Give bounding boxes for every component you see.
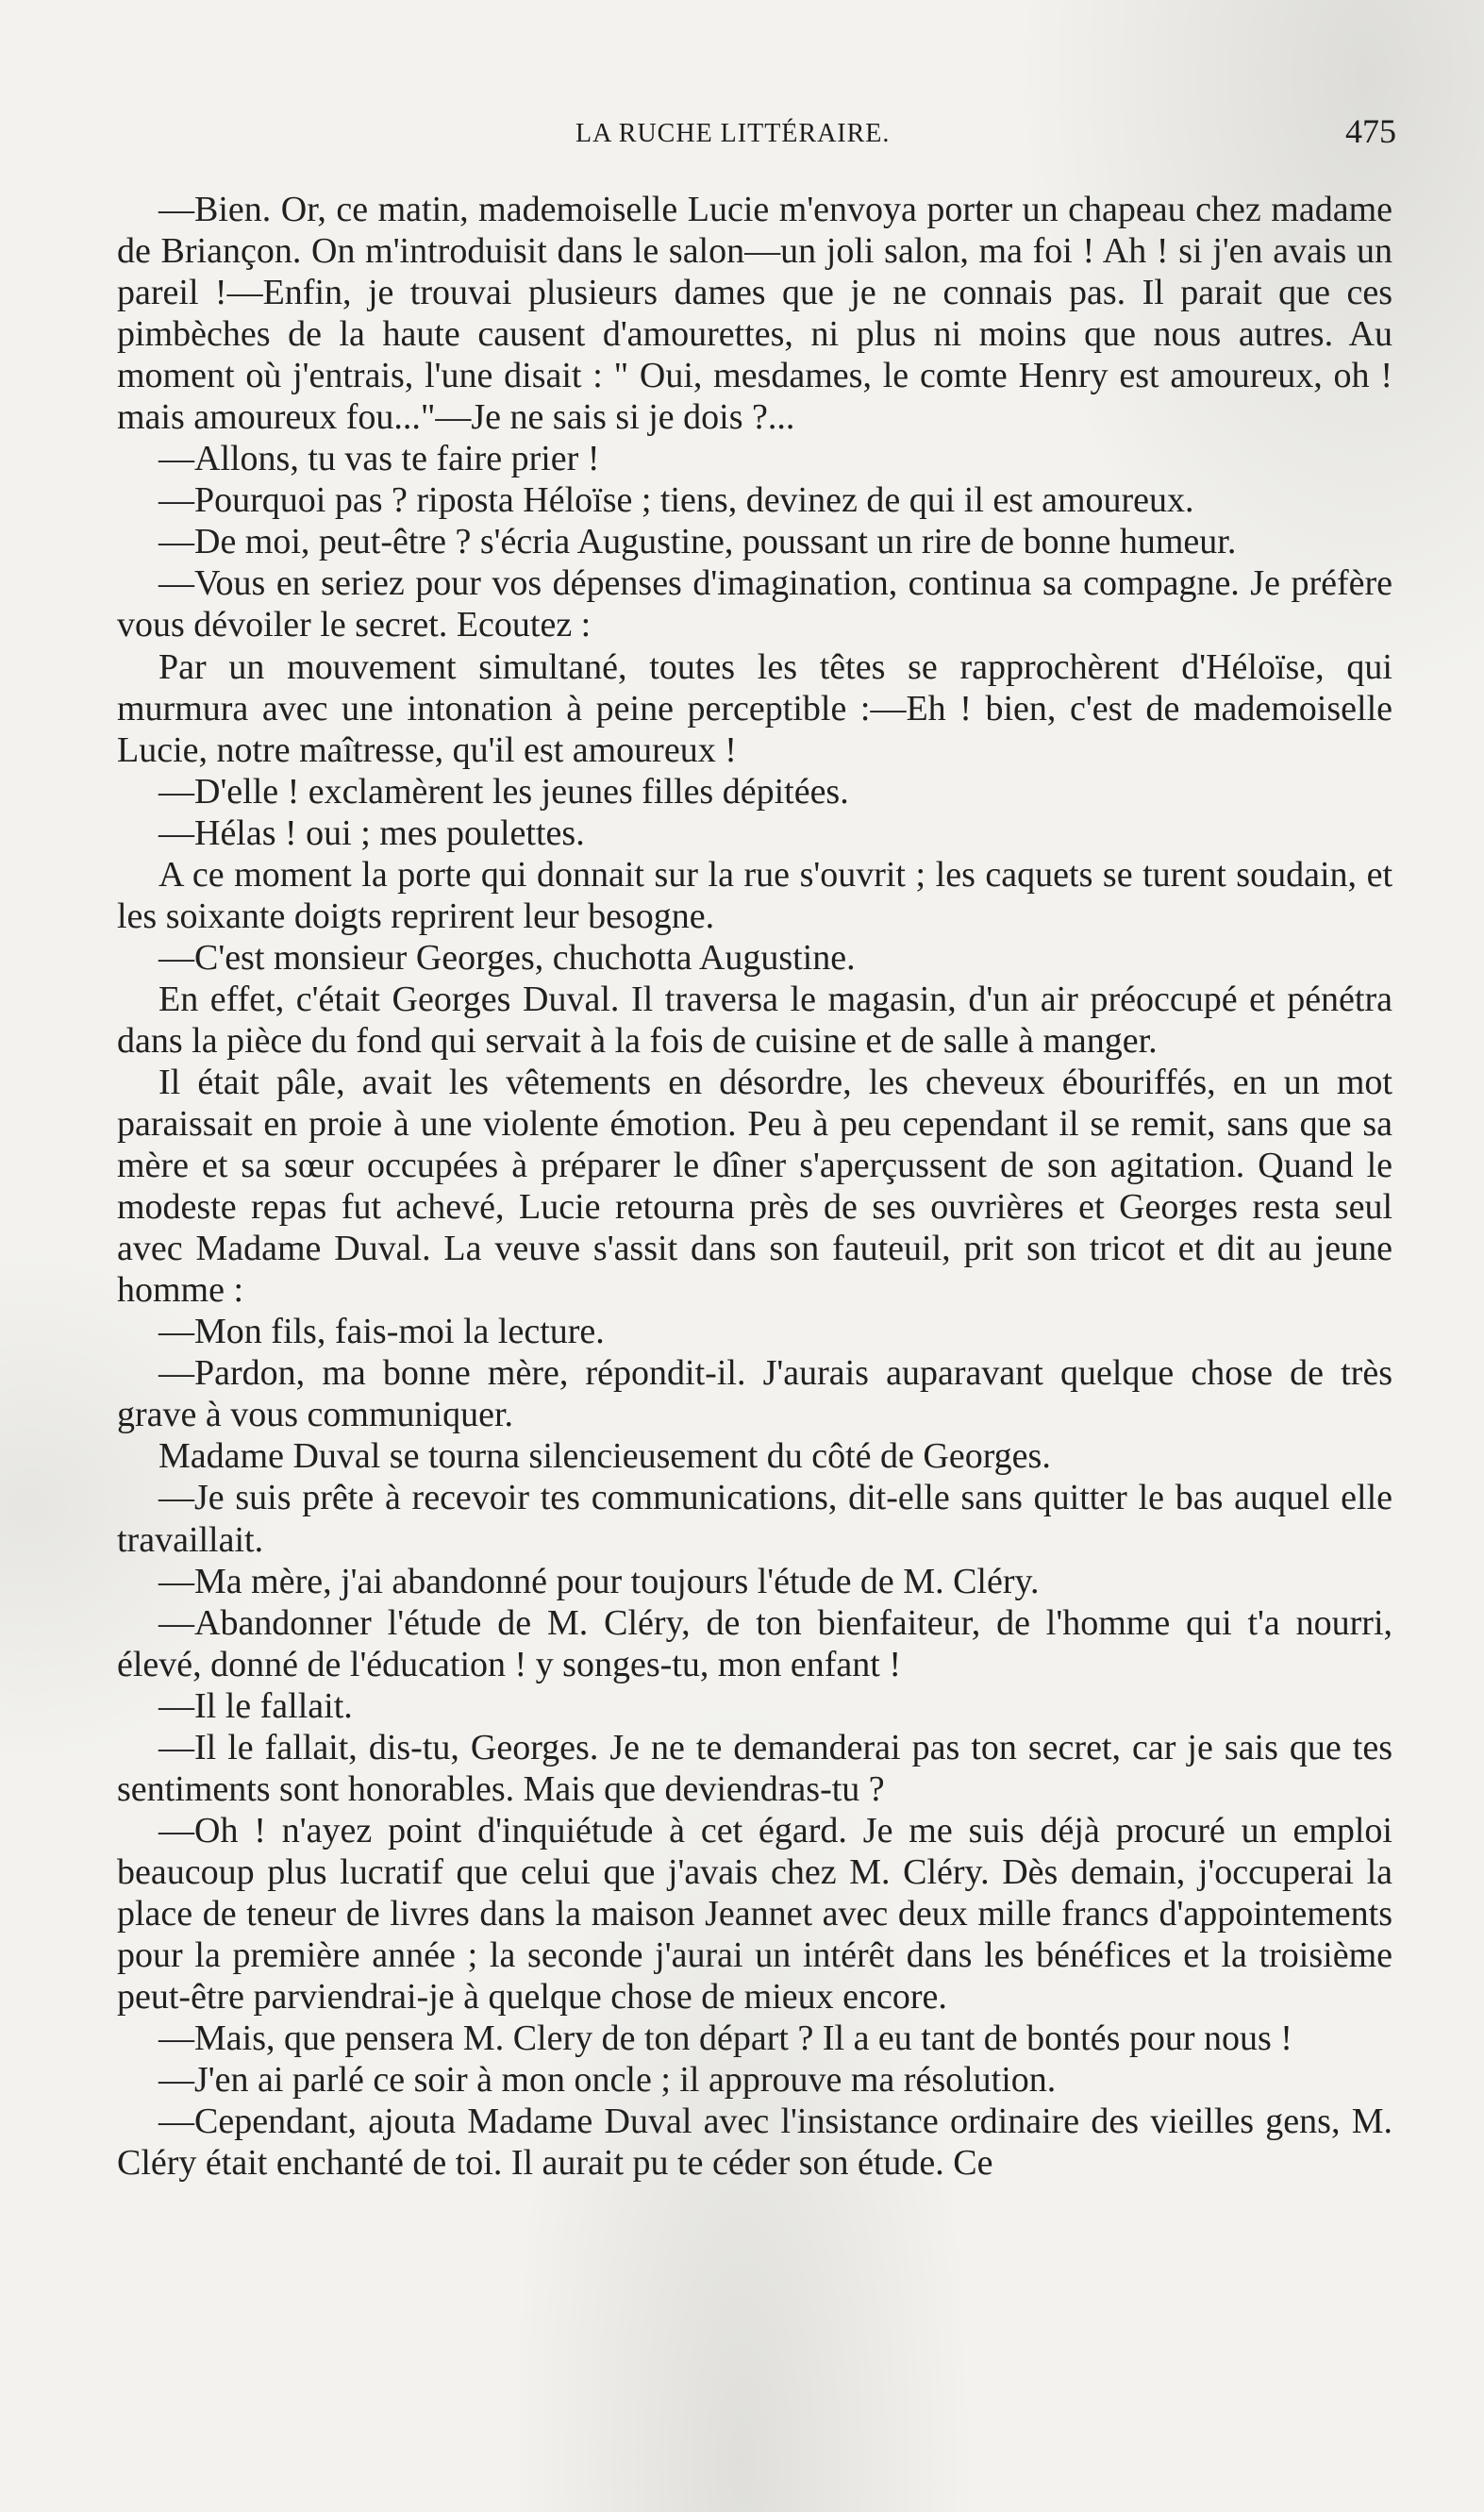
paragraph: Il était pâle, avait les vêtements en désordre, les cheveux ébouriffés, en un mot paraissait en proie à une violente émotion. Peu à peu cependant il se remit, sans que sa mère et sa sœur occupées à préparer le dîner s'aperçussent de son agitation. Quand le modeste repas fut achevé, Lucie retourna près de ses ouvrières et Georges resta seul avec Madame Duval. La veuve s'assit dans son fauteuil, prit son tricot et dit au jeune homme :	[117, 1062, 1392, 1311]
page-number: 475	[1345, 112, 1396, 150]
paragraph: —Allons, tu vas te faire prier !	[158, 439, 600, 479]
paragraph: —Pourquoi pas ? riposta Héloïse ; tiens, devinez de qui il est amoureux.	[158, 480, 1194, 521]
paragraph: A ce moment la porte qui donnait sur la rue s'ouvrit ; les caquets se turent soudain, et les soixante doigts reprirent leur besogne.	[117, 854, 1392, 936]
paragraph: Madame Duval se tourna silencieusement du côté de Georges.	[158, 1436, 1051, 1477]
paragraph: —Oh ! n'ayez point d'inquiétude à cet égard. Je me suis déjà procuré un emploi beaucoup plus lucratif que celui que j'avais chez M. Cléry. Dès demain, j'occuperai la place de teneur de livres dans la maison Jeannet avec deux mille francs d'appointements pour la première année ; la seconde j'aurai un intérêt dans les bénéfices et la troisième peut-être parviendrai-je à quelque chose de mieux encore.	[117, 1810, 1392, 2018]
paragraph: —De moi, peut-être ? s'écria Augustine, poussant un rire de bonne humeur.	[158, 522, 1237, 562]
paragraph: —Ma mère, j'ai abandonné pour toujours l'étude de M. Cléry.	[158, 1561, 1040, 1601]
paragraph: —C'est monsieur Georges, chuchotta Augustine.	[158, 937, 856, 978]
paragraph: —Pardon, ma bonne mère, répondit-il. J'aurais auparavant quelque chose de très grave à vous communiquer.	[117, 1353, 1392, 1435]
paragraph: —Abandonner l'étude de M. Cléry, de ton bienfaiteur, de l'homme qui t'a nourri, élevé, donné de l'éducation ! y songes-tu, mon enfant !	[117, 1602, 1392, 1684]
paragraph: —Je suis prête à recevoir tes communications, dit-elle sans quitter le bas auquel elle travaillait.	[117, 1478, 1392, 1560]
paragraph: —Cependant, ajouta Madame Duval avec l'insistance ordinaire des vieilles gens, M. Cléry était enchanté de toi. Il aurait pu te céder son étude. Ce	[117, 2102, 1392, 2184]
paragraph: —J'en ai parlé ce soir à mon oncle ; il approuve ma résolution.	[158, 2060, 1057, 2101]
paragraph: —Il le fallait.	[158, 1685, 353, 1726]
body-text	[117, 189, 1392, 2184]
paragraph: —D'elle ! exclamèrent les jeunes filles dépitées.	[158, 771, 849, 812]
page-header	[113, 111, 1396, 159]
running-head: LA RUCHE LITTÉRAIRE.	[575, 119, 891, 148]
paragraph: —Mon fils, fais-moi la lecture.	[158, 1312, 605, 1352]
paragraph: —Bien. Or, ce matin, mademoiselle Lucie m'envoya porter un chapeau chez madame de Briançon. On m'introduisit dans le salon—un joli salon, ma foi ! Ah ! si j'en avais un pareil !—Enfin, je trouvai plusieurs dames que je ne connais pas. Il parait que ces pimbèches de la haute causent d'amourettes, ni plus ni moins que nous autres. Au moment où j'entrais, l'une disait : " Oui, mesdames, le comte Henry est amoureux, oh ! mais amoureux fou..."—Je ne sais si je dois ?...	[117, 190, 1392, 438]
paragraph: —Il le fallait, dis-tu, Georges. Je ne te demanderai pas ton secret, car je sais que tes sentiments sont honorables. Mais que deviendras-tu ?	[117, 1727, 1392, 1809]
paragraph: —Vous en seriez pour vos dépenses d'imagination, continua sa compagne. Je préfère vous dévoiler le secret. Ecoutez :	[117, 563, 1392, 645]
paragraph: —Mais, que pensera M. Clery de ton départ ? Il a eu tant de bontés pour nous !	[158, 2018, 1292, 2059]
paragraph: Par un mouvement simultané, toutes les têtes se rapprochèrent d'Héloïse, qui murmura avec une intonation à peine perceptible :—Eh ! bien, c'est de mademoiselle Lucie, notre maîtresse, qu'il est amoureux !	[117, 646, 1392, 770]
paragraph: —Hélas ! oui ; mes poulettes.	[158, 812, 585, 853]
paragraph: En effet, c'était Georges Duval. Il traversa le magasin, d'un air préoccupé et pénétra dans la pièce du fond qui servait à la fois de cuisine et de salle à manger.	[117, 979, 1392, 1061]
